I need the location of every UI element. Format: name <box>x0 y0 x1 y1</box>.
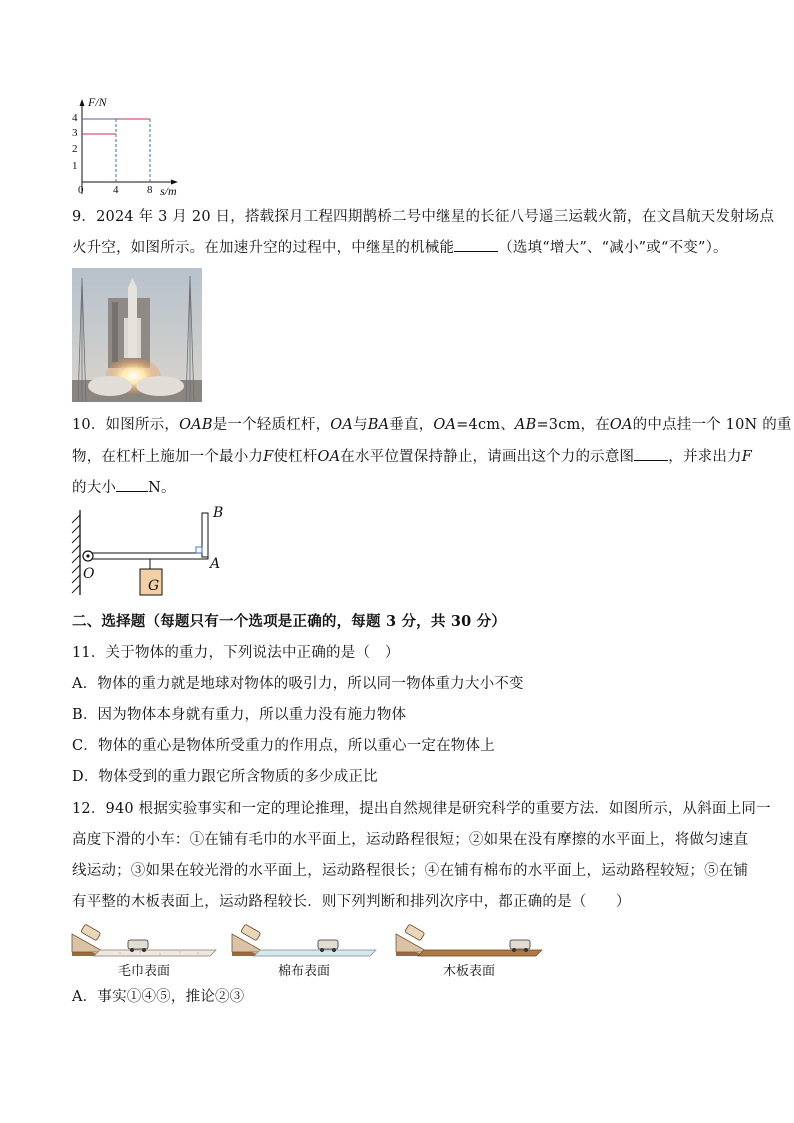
q11-option-b: B．因为物体本身就有重力，所以重力没有施力物体 <box>72 707 407 723</box>
q10-line-2: 物，在杠杆上施加一个最小力F使杠杆OA在水平位置保持静止，请画出这个力的示意图 ，并求出力F <box>72 446 752 467</box>
incline-towel <box>70 922 220 960</box>
y-tick-1: 1 <box>72 160 78 172</box>
q10-line-1: 10．如图所示，OAB是一个轻质杠杆，OA与BA垂直，OA=4cm、AB=3cm，在OA的中点挂一个 10N 的重 <box>72 417 792 433</box>
label-A: A <box>210 556 221 572</box>
q12-line-1: 12．940 根据实验事实和一定的理论推理，提出自然规律是研究科学的重要方法．如图所示，从斜面上同一 <box>72 801 771 817</box>
y-tick-2: 2 <box>72 143 78 155</box>
incline-wood <box>394 922 544 960</box>
rocket-launch-photo <box>72 268 202 402</box>
incline-cotton <box>230 922 380 960</box>
surface-label-wood: 木板表面 <box>443 964 496 979</box>
q12-line-2: 高度下滑的小车：①在铺有毛巾的水平面上，运动路程很短；②如果在没有摩擦的水平面上，将做匀速直 <box>72 832 749 848</box>
label-O: O <box>83 566 95 582</box>
q11-stem: 11．关于物体的重力，下列说法中正确的是（ ） <box>72 645 400 661</box>
q11-option-a: A．物体的重力就是地球对物体的吸引力，所以同一物体重力大小不变 <box>72 676 524 692</box>
x-axis-label: s/m <box>160 184 177 198</box>
q9-line-1: 9．2024 年 3 月 20 日，搭载探月工程四期鹊桥二号中继星的长征八号遥三运载火箭，在文昌航天发射场点 <box>72 209 775 225</box>
q12-option-a: A．事实①④⑤，推论②③ <box>72 989 245 1005</box>
q11-option-c: C．物体的重心是物体所受重力的作用点，所以重心一定在物体上 <box>72 738 495 754</box>
x-tick-4: 4 <box>113 184 119 196</box>
y-tick-4: 4 <box>72 112 78 124</box>
y-tick-3: 3 <box>72 127 78 139</box>
surface-label-cotton: 棉布表面 <box>278 964 331 979</box>
section-2-heading: 二、选择题（每题只有一个选项是正确的，每题 3 分，共 30 分） <box>72 613 507 630</box>
label-G: G <box>148 578 160 594</box>
q12-line-3: 线运动；③如果在较光滑的水平面上，运动路程很长；④在铺有棉布的水平面上，运动路程较短；⑤在铺 <box>72 863 749 879</box>
q10-line-3: 的大小 N。 <box>72 477 176 498</box>
q12-line-4: 有平整的木板表面上，运动路程较长．则下列判断和排列次序中，都正确的是（ ） <box>72 894 631 910</box>
label-B: B <box>213 505 224 521</box>
surface-label-towel: 毛巾表面 <box>118 964 171 979</box>
x-tick-0: 0 <box>78 184 84 196</box>
q11-option-d: D．物体受到的重力跟它所含物质的多少成正比 <box>72 769 378 785</box>
x-tick-8: 8 <box>147 184 153 196</box>
q9-line-2: 火升空，如图所示。在加速升空的过程中，中继星的机械能 （选填“增大”、“减小”或“不变”）。 <box>72 237 728 258</box>
y-axis-label: F/N <box>88 95 107 109</box>
